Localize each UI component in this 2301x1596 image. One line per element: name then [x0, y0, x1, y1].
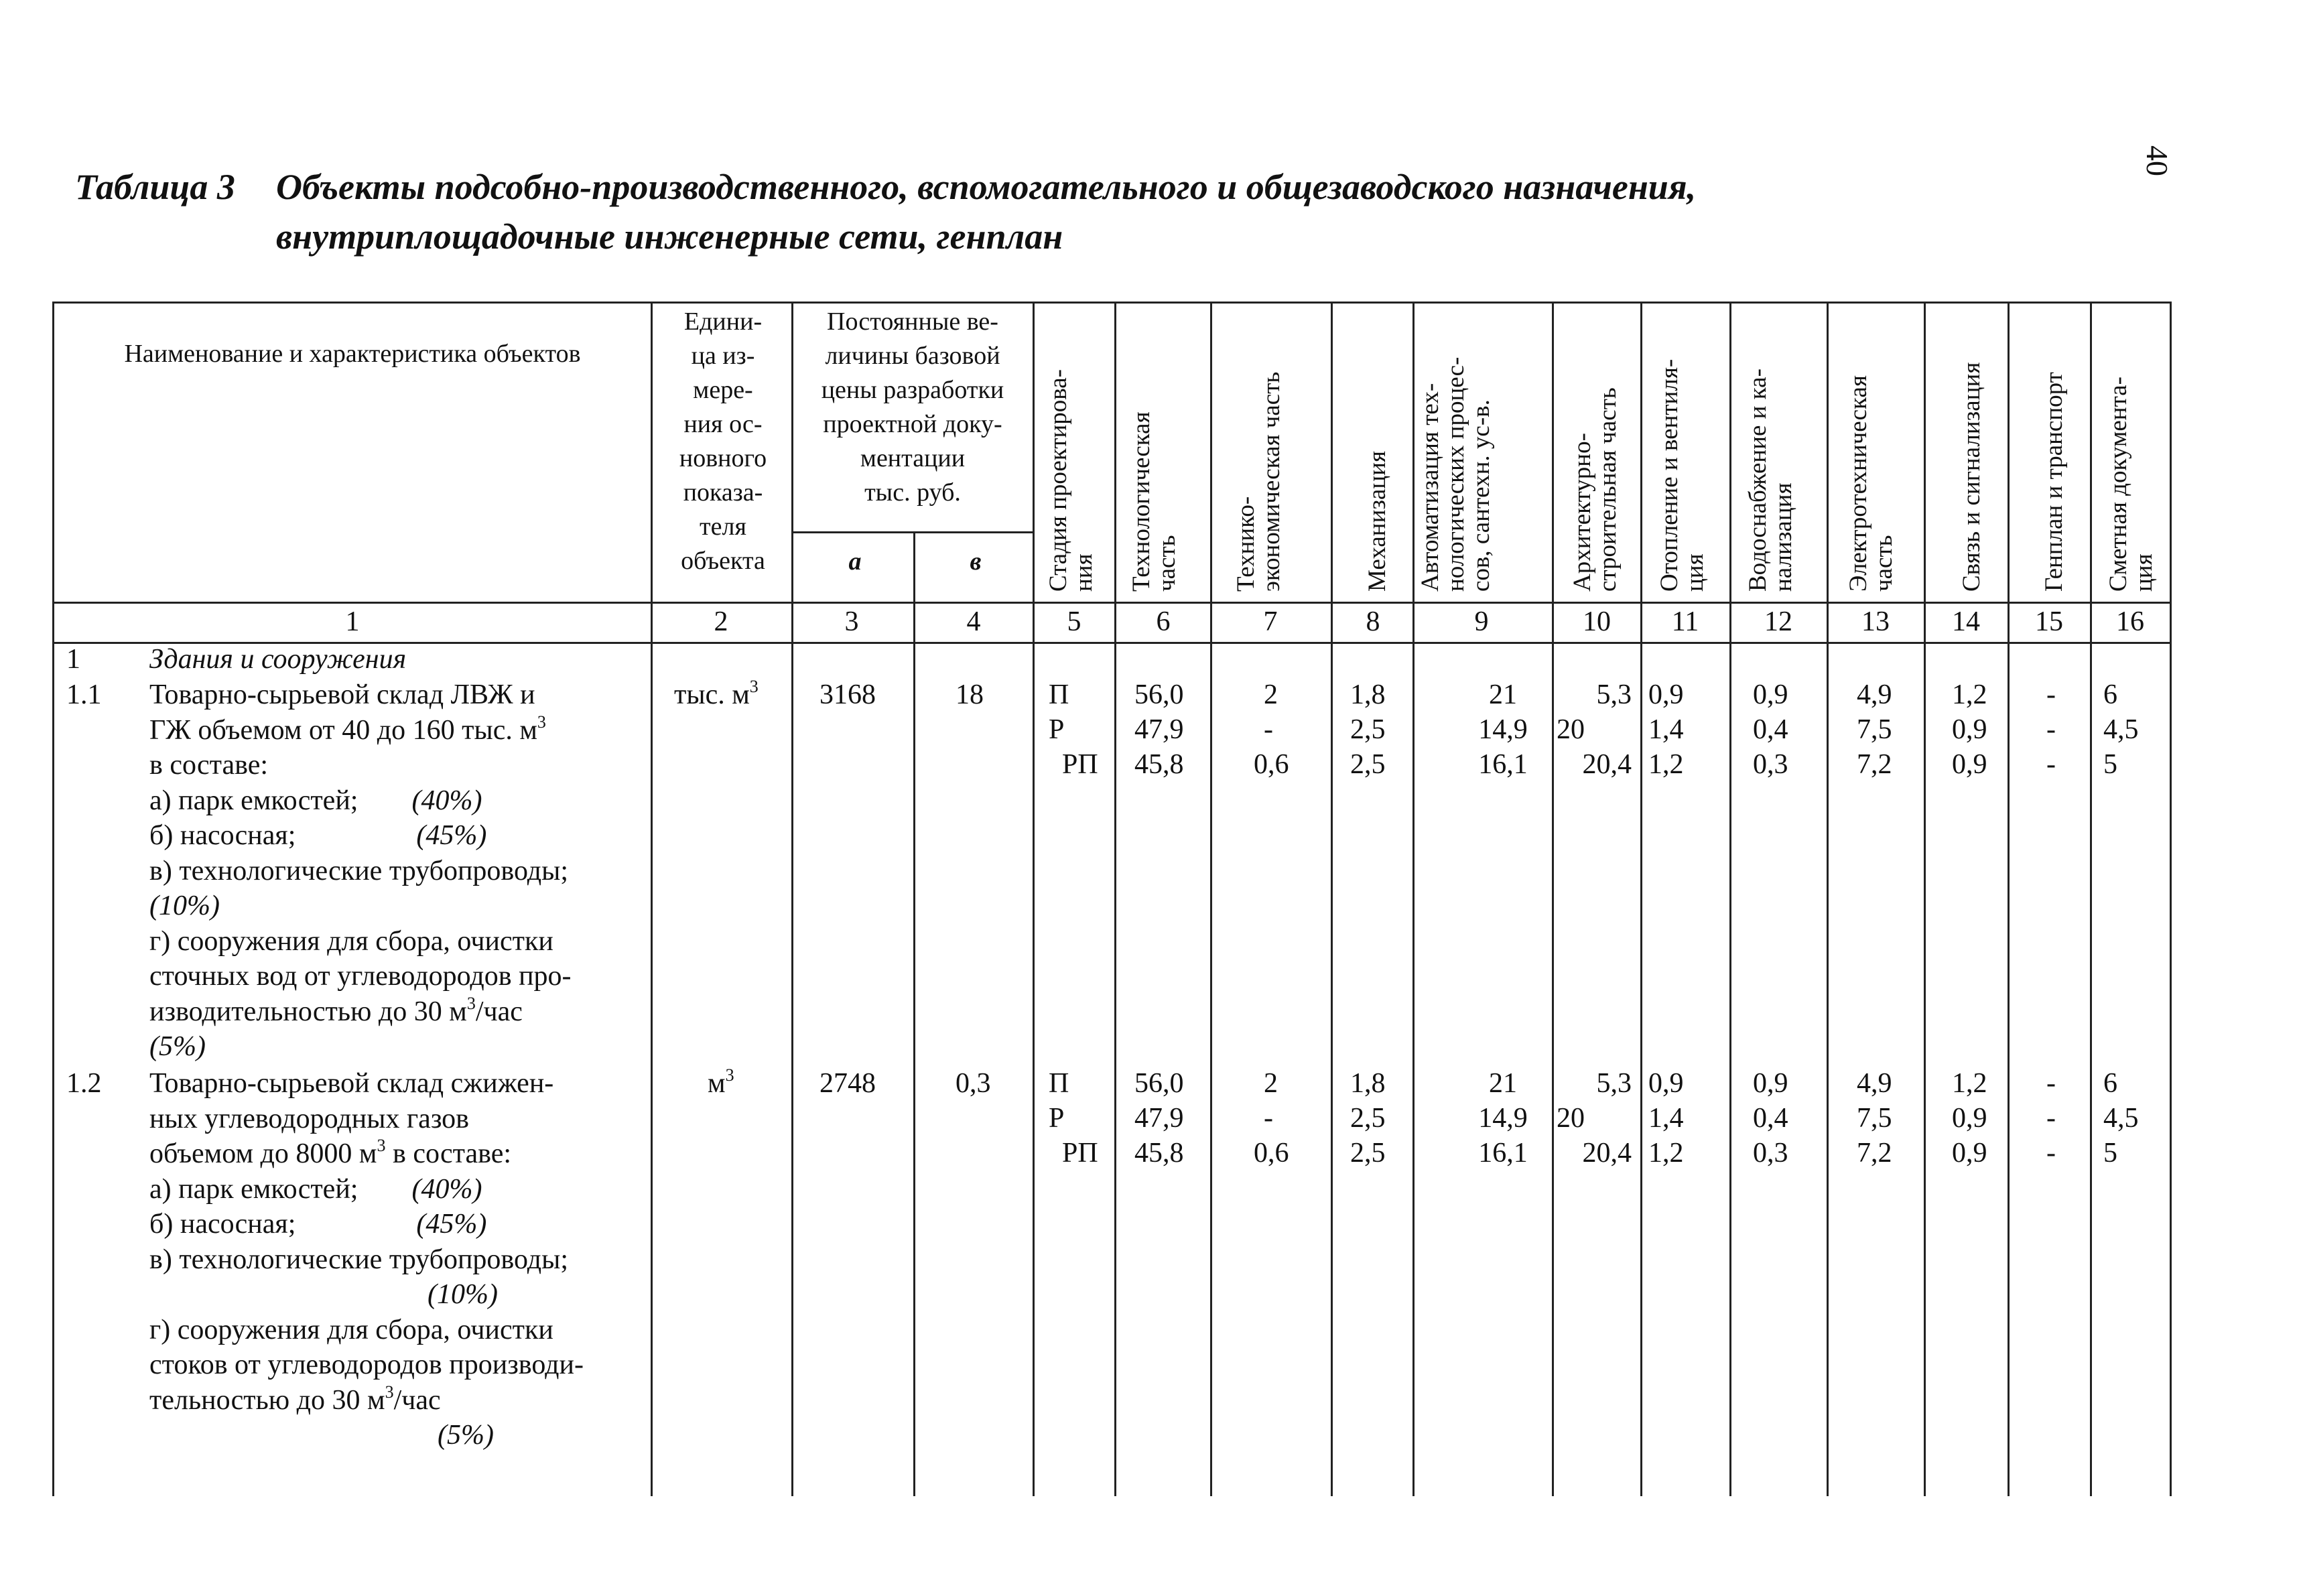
row-number: 1.2	[66, 1068, 102, 1099]
header-estimate: Сметная документа- ция	[2105, 377, 2158, 592]
col-num: 13	[1861, 606, 1890, 637]
stage-col: П Р РП	[1049, 679, 1098, 780]
col-num: 8	[1366, 606, 1380, 637]
c10: 5,3 20 20,4	[1557, 1068, 1632, 1169]
caption-line-2: внутриплощадочные инженерные сети, генплан	[276, 216, 1063, 257]
unit-cell: тыс. $м^3$	[674, 677, 759, 710]
col-num: 3	[844, 606, 859, 637]
c7: 2 - 0,6	[1254, 679, 1289, 780]
c11: 0,9 1,4 1,2	[1648, 1068, 1684, 1169]
header-economics: Технико- экономическая часть	[1232, 371, 1285, 592]
header-genplan: Генплан и транспорт	[2040, 372, 2068, 592]
caption-line-1: Объекты подсобно-производственного, вспомогательного и общезаводского назначения,	[276, 167, 1697, 207]
col-divider	[2170, 304, 2172, 652]
row-name: Товарно-сырьевой склад сжижен- ных углеводородных газов объемом до 8000 $м^3$ в составе: а) парк емкостей; (40%) б) насосная; (45%) в) технологические трубопроводы; (10%) г) сооружения для сбора, очистки стоков от углеводородов производи- тельностью до 30 $м^3$/час (5%)	[149, 1068, 584, 1451]
col-divider	[1114, 304, 1116, 1496]
col-divider	[1827, 304, 1829, 1496]
c15: - - -	[2046, 679, 2056, 780]
header-technology: Технологическая часть	[1128, 411, 1181, 592]
col-divider	[791, 304, 793, 1496]
c14: 1,2 0,9 0,9	[1952, 679, 1987, 780]
c6: 56,0 47,9 45,8	[1134, 1068, 1184, 1169]
col-divider	[2170, 652, 2172, 1496]
header-unit: Едини- ца из- мере- ния ос- новного показа- теля объекта	[679, 308, 767, 575]
value-a: 3168	[819, 679, 876, 710]
col-divider	[1331, 304, 1333, 1496]
table-caption	[75, 162, 2085, 261]
c13: 4,9 7,5 7,2	[1857, 679, 1892, 780]
row-name: Товарно-сырьевой склад ЛВЖ и ГЖ объемом от 40 до 160 тыс. $м^3$ в составе: а) парк емкостей; (40%) б) насосная; (45%) в) технологические трубопроводы; (10%) г) сооружения для сбора, очистки сточных вод от углеводородов про- изводительностью до 30 $м^3$/час (5%)	[149, 679, 572, 1062]
c9: 21 14,9 16,1	[1478, 1068, 1528, 1169]
col-divider	[1552, 304, 1554, 1496]
section-title: Здания и сооружения	[149, 644, 407, 675]
header-heating: Отопление и вентиля- ция	[1656, 358, 1709, 592]
col-divider	[1924, 304, 1926, 1496]
col-divider	[1640, 304, 1642, 1496]
header-sub-b: в	[970, 547, 982, 576]
c14: 1,2 0,9 0,9	[1952, 1068, 1987, 1169]
row-number: 1.1	[66, 679, 102, 710]
c15: - - -	[2046, 1068, 2056, 1169]
col-num: 10	[1583, 606, 1611, 637]
section-number: 1	[66, 644, 80, 675]
col-num: 12	[1764, 606, 1792, 637]
header-water: Водоснабжение и ка- нализация	[1744, 369, 1797, 592]
header-sub-a: а	[848, 547, 862, 576]
col-divider	[1412, 304, 1415, 1496]
col-divider	[1210, 304, 1212, 1496]
col-num: 6	[1156, 606, 1171, 637]
header-stage: Стадия проектирова- ния	[1045, 369, 1098, 592]
c10: 5,3 20 20,4	[1557, 679, 1632, 780]
col-num: 11	[1671, 606, 1699, 637]
c16: 6 4,5 5	[2103, 679, 2139, 780]
value-b: 0,3	[956, 1068, 991, 1099]
header-communication: Связь и сигнализация	[1958, 362, 1985, 592]
col-num: 7	[1263, 606, 1278, 637]
col-num: 14	[1952, 606, 1980, 637]
c12: 0,9 0,4 0,3	[1753, 679, 1788, 780]
col-divider	[2090, 304, 2092, 1496]
c8: 1,8 2,5 2,5	[1350, 679, 1386, 780]
col-num: 15	[2035, 606, 2063, 637]
col-divider	[1033, 304, 1035, 1496]
header-name: Наименование и характеристика объектов	[124, 340, 581, 368]
col-num: 16	[2116, 606, 2144, 637]
c11: 0,9 1,4 1,2	[1648, 679, 1684, 780]
data-table	[52, 302, 2172, 1496]
col-num: 9	[1474, 606, 1489, 637]
page-number: 40	[2140, 145, 2175, 176]
header-mechanization: Механизация	[1364, 450, 1391, 592]
row-divider	[791, 531, 1033, 533]
c12: 0,9 0,4 0,3	[1753, 1068, 1788, 1169]
value-a: 2748	[819, 1068, 876, 1099]
col-num: 2	[714, 606, 728, 637]
col-divider	[1729, 304, 1731, 1496]
header-price: Постоянные ве- личины базовой цены разработки проектной доку- ментации тыс. руб.	[821, 308, 1004, 507]
unit-cell: $м^3$	[708, 1065, 734, 1099]
c9: 21 14,9 16,1	[1478, 679, 1528, 780]
value-b: 18	[956, 679, 984, 710]
stage-col: П Р РП	[1049, 1068, 1098, 1169]
c13: 4,9 7,5 7,2	[1857, 1068, 1892, 1169]
header-architecture: Архитектурно- строительная часть	[1569, 387, 1622, 592]
col-divider	[913, 531, 915, 1496]
c7: 2 - 0,6	[1254, 1068, 1289, 1169]
c6: 56,0 47,9 45,8	[1134, 679, 1184, 780]
col-num: 1	[345, 606, 360, 637]
col-divider	[2008, 304, 2010, 1496]
col-num: 5	[1067, 606, 1081, 637]
table-label: Таблица 3	[75, 167, 235, 207]
header-automation: Автоматизация тех- нологических процес- сов, сантехн. ус-в.	[1417, 356, 1495, 592]
col-num: 4	[966, 606, 981, 637]
row-divider	[54, 602, 2172, 604]
c8: 1,8 2,5 2,5	[1350, 1068, 1386, 1169]
c16: 6 4,5 5	[2103, 1068, 2139, 1169]
header-electrical: Электротехническая часть	[1845, 375, 1898, 592]
